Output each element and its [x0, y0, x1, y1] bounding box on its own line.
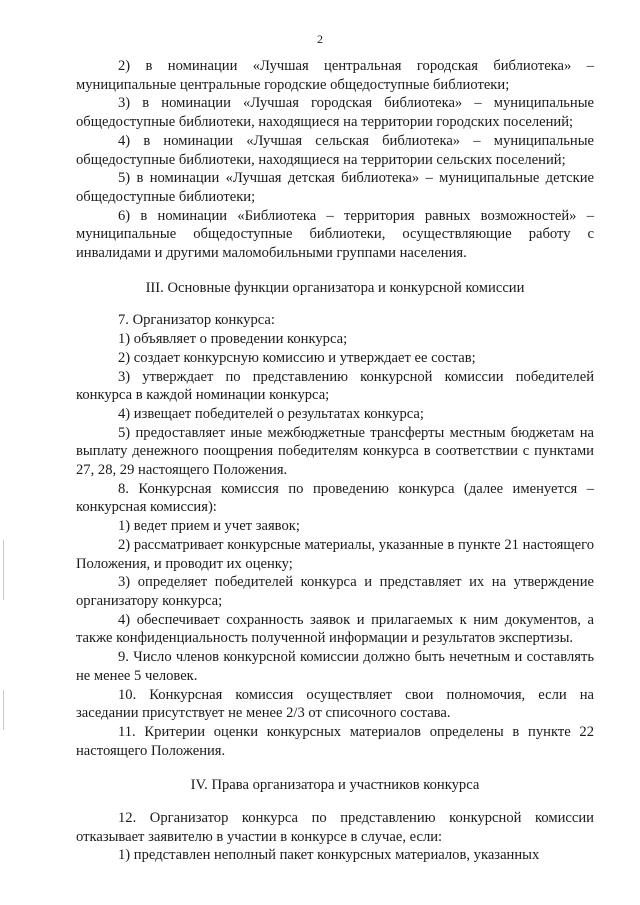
section-heading: III. Основные функции организатора и конкурсной комиссии — [145, 279, 525, 296]
paragraph: 2) создает конкурсную комиссию и утверждает ее состав; — [118, 349, 476, 366]
paragraph: 5) в номинации «Лучшая детская библиотека» – муниципальные детские общедоступные библиотеки; — [76, 170, 594, 205]
paragraph: 6) в номинации «Библиотека – территория равных возможностей» – муниципальные общедоступные библиотеки, осуществляющие работу с инвалидами и другими маломобильными группами населения. — [76, 207, 594, 262]
page-number: 2 — [317, 32, 323, 46]
paragraph: 8. Конкурсная комиссия по проведению конкурса (далее именуется – конкурсная комиссия): — [76, 480, 594, 516]
section-heading: IV. Права организатора и участников конкурса — [190, 777, 480, 794]
paragraph: 1) представлен неполный пакет конкурсных материалов, указанных — [118, 847, 540, 864]
paragraph: 4) в номинации «Лучшая сельская библиотека» – муниципальные общедоступные библиотеки, находящиеся на территории сельских поселений; — [76, 132, 594, 168]
paragraph: 7. Организатор конкурса: — [118, 312, 275, 329]
paragraph: 12. Организатор конкурса по представлению конкурсной комиссии отказывает заявителю в участии в конкурсе в случае, если: — [76, 810, 594, 845]
paragraph: 4) обеспечивает сохранность заявок и прилагаемых к ним документов, а также конфиденциальность полученной информации и результатов экспертизы. — [76, 611, 594, 647]
scan-edge-mark — [3, 540, 4, 600]
paragraph: 10. Конкурсная комиссия осуществляет свои полномочия, если на заседании присутствует не менее 2/3 от списочного состава. — [76, 686, 594, 722]
paragraph: 1) объявляет о проведении конкурса; — [118, 331, 348, 348]
document-body — [76, 57, 594, 865]
paragraph: 4) извещает победителей о результатах конкурса; — [118, 405, 424, 422]
paragraph: 3) утверждает по представлению конкурсной комиссии победителей конкурса в каждой номинации конкурса; — [76, 368, 594, 404]
paragraph: 9. Число членов конкурсной комиссии должно быть нечетным и составлять не менее 5 человек. — [76, 649, 594, 684]
scan-edge-mark — [3, 690, 4, 730]
paragraph: 2) рассматривает конкурсные материалы, указанные в пункте 21 настоящего Положения, и проводит их оценку; — [76, 536, 594, 572]
paragraph: 3) определяет победителей конкурса и представляет их на утверждение организатору конкурса; — [76, 574, 594, 609]
paragraph: 1) ведет прием и учет заявок; — [118, 518, 300, 535]
paragraph: 5) предоставляет иные межбюджетные трансферты местным бюджетам на выплату денежного поощрения победителям конкурса в соответствии с пунктами 27, 28, 29 настоящего Положения. — [76, 424, 594, 479]
paragraph: 11. Критерии оценки конкурсных материалов определены в пункте 22 настоящего Положения. — [76, 723, 594, 759]
paragraph: 3) в номинации «Лучшая городская библиотека» – муниципальные общедоступные библиотеки, находящиеся на территории городских поселений; — [76, 95, 594, 131]
paragraph: 2) в номинации «Лучшая центральная городская библиотека» – муниципальные центральные городские общедоступные библиотеки; — [76, 58, 594, 93]
